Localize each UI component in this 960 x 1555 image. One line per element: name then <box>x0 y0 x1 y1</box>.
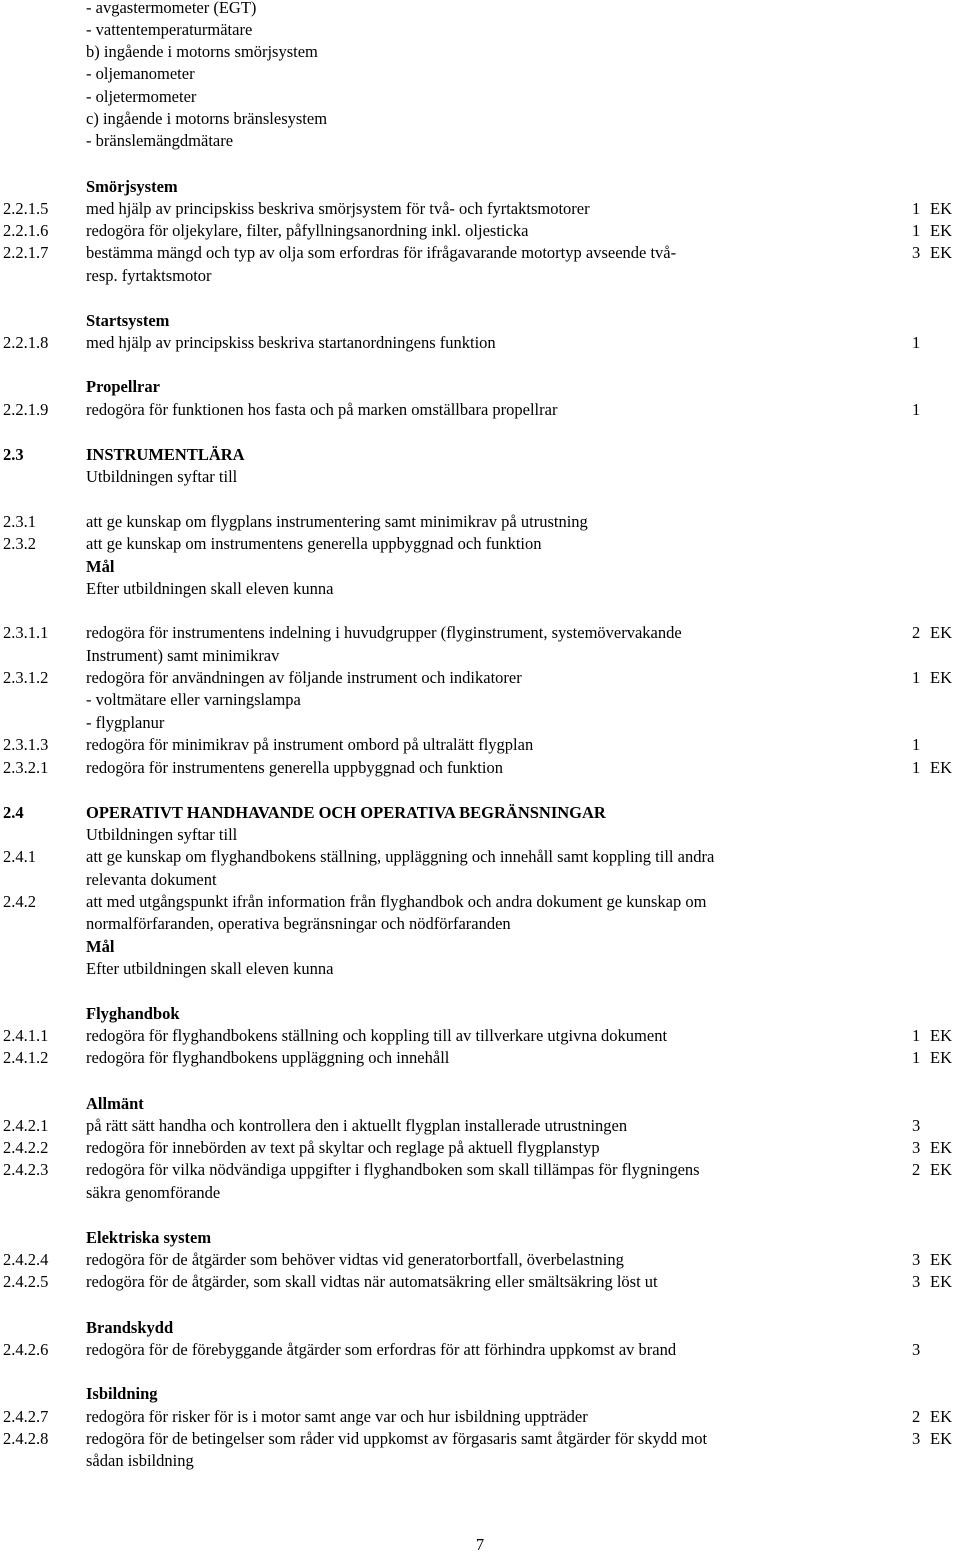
item-number: 2.2.1.7 <box>3 243 49 262</box>
item-number: 2.3.2.1 <box>3 758 49 777</box>
item-number: 2.4.2.1 <box>3 1116 49 1135</box>
item-number: 2.4.2.6 <box>3 1340 49 1359</box>
level-value: 3 <box>912 243 921 262</box>
document-line <box>0 19 960 41</box>
document-line <box>0 130 960 152</box>
item-number: 2.3.1 <box>3 512 36 531</box>
document-line <box>0 824 960 846</box>
item-text: Flyghandbok <box>86 1004 180 1023</box>
document-line <box>0 511 960 533</box>
item-number: 2.4.1.2 <box>3 1048 49 1067</box>
document-line <box>0 1406 960 1428</box>
item-number: 2.2.1.8 <box>3 333 49 352</box>
document-line <box>0 757 960 779</box>
section-heading-row <box>0 310 960 332</box>
document-line <box>0 41 960 63</box>
ek-marker: EK <box>930 1407 952 1426</box>
document-line <box>0 242 960 264</box>
document-line <box>0 1249 960 1271</box>
document-line <box>0 958 960 980</box>
item-text: c) ingående i motorns bränslesystem <box>86 109 328 128</box>
level-value: 1 <box>912 668 921 687</box>
item-text: redogöra för innebörden av text på skyltar och reglage på aktuell flygplanstyp <box>86 1138 600 1157</box>
level-value: 2 <box>912 1160 921 1179</box>
document-line <box>0 622 960 644</box>
item-text: OPERATIVT HANDHAVANDE OCH OPERATIVA BEGRÄNSNINGAR <box>86 803 606 822</box>
item-number: 2.4 <box>3 803 24 822</box>
ek-marker: EK <box>930 243 952 262</box>
section-heading-row <box>0 444 960 466</box>
document-line <box>0 689 960 711</box>
item-number: 2.4.2 <box>3 892 36 911</box>
item-text: att med utgångspunkt ifrån information från flyghandbok och andra dokument ge kunskap om <box>86 892 707 911</box>
ek-marker: EK <box>930 758 952 777</box>
level-value: 3 <box>912 1250 921 1269</box>
level-value: 1 <box>912 1026 921 1045</box>
document-line <box>0 1137 960 1159</box>
document-line <box>0 578 960 600</box>
item-text: Brandskydd <box>86 1318 174 1337</box>
item-text: redogöra för instrumentens generella uppbyggnad och funktion <box>86 758 503 777</box>
item-text: redogöra för risker för is i motor samt ange var och hur isbildning uppträder <box>86 1407 588 1426</box>
document-line <box>0 891 960 913</box>
item-text: - vattentemperaturmätare <box>86 20 253 39</box>
item-number: 2.2.1.6 <box>3 221 49 240</box>
item-text: redogöra för de åtgärder, som skall vidtas när automatsäkring eller smältsäkring löst ut <box>86 1272 658 1291</box>
item-number: 2.3.1.3 <box>3 735 49 754</box>
ek-marker: EK <box>930 668 952 687</box>
item-number: 2.3.1.2 <box>3 668 49 687</box>
ek-marker: EK <box>930 1429 952 1448</box>
ek-marker: EK <box>930 221 952 240</box>
item-text: INSTRUMENTLÄRA <box>86 445 245 464</box>
section-heading-row <box>0 176 960 198</box>
level-value: 1 <box>912 1048 921 1067</box>
level-value: 1 <box>912 735 921 754</box>
document-line <box>0 63 960 85</box>
item-text: Smörjsystem <box>86 177 178 196</box>
item-text: redogöra för de åtgärder som behöver vidtas vid generatorbortfall, överbelastning <box>86 1250 624 1269</box>
item-text: med hjälp av principskiss beskriva smörjsystem för två- och fyrtaktsmotorer <box>86 199 590 218</box>
document-line <box>0 1339 960 1361</box>
item-number: 2.3 <box>3 445 24 464</box>
level-value: 1 <box>912 400 921 419</box>
item-text: Allmänt <box>86 1094 144 1113</box>
item-text: redogöra för flyghandbokens ställning och koppling till av tillverkare utgivna dokument <box>86 1026 668 1045</box>
document-line <box>0 0 960 19</box>
document-line <box>0 198 960 220</box>
item-text: Efter utbildningen skall eleven kunna <box>86 579 334 598</box>
item-text: - bränslemängdmätare <box>86 131 234 150</box>
item-text: redogöra för oljekylare, filter, påfyllningsanordning inkl. oljesticka <box>86 221 529 240</box>
document-line <box>0 332 960 354</box>
document-line <box>0 533 960 555</box>
ek-marker: EK <box>930 1272 952 1291</box>
item-number: 2.4.2.3 <box>3 1160 49 1179</box>
item-number: 2.4.2.2 <box>3 1138 49 1157</box>
item-text: redogöra för instrumentens indelning i huvudgrupper (flyginstrument, systemövervakande <box>86 623 682 642</box>
item-text: Instrument) samt minimikrav <box>86 646 280 665</box>
document-line <box>0 712 960 734</box>
item-number: 2.3.1.1 <box>3 623 49 642</box>
document-line <box>0 667 960 689</box>
document-line <box>0 220 960 242</box>
item-text: säkra genomförande <box>86 1183 221 1202</box>
ek-marker: EK <box>930 1160 952 1179</box>
item-text: - oljetermometer <box>86 87 197 106</box>
section-heading-row <box>0 376 960 398</box>
item-text: redogöra för flyghandbokens uppläggning och innehåll <box>86 1048 450 1067</box>
ek-marker: EK <box>930 1048 952 1067</box>
document-line <box>0 399 960 421</box>
item-text: Utbildningen syftar till <box>86 467 238 486</box>
item-text: sådan isbildning <box>86 1451 194 1470</box>
page-number: 7 <box>475 1535 485 1554</box>
section-heading-row <box>0 1227 960 1249</box>
level-value: 2 <box>912 1407 921 1426</box>
item-number: 2.4.2.4 <box>3 1250 49 1269</box>
level-value: 3 <box>912 1116 921 1135</box>
item-text: relevanta dokument <box>86 870 217 889</box>
item-text: Isbildning <box>86 1384 158 1403</box>
item-number: 2.2.1.9 <box>3 400 49 419</box>
document-line <box>0 1428 960 1450</box>
item-number: 2.4.1 <box>3 847 36 866</box>
item-text: - avgastermometer (EGT) <box>86 0 257 17</box>
item-text: redogöra för de förebyggande åtgärder som erfordras för att förhindra uppkomst av brand <box>86 1340 677 1359</box>
item-text: normalförfaranden, operativa begränsningar och nödförfaranden <box>86 914 511 933</box>
level-value: 1 <box>912 199 921 218</box>
document-line <box>0 913 960 935</box>
item-number: 2.4.2.5 <box>3 1272 49 1291</box>
level-value: 2 <box>912 623 921 642</box>
item-number: 2.4.2.8 <box>3 1429 49 1448</box>
item-text: - voltmätare eller varningslampa <box>86 690 301 709</box>
item-text: att ge kunskap om flygplans instrumentering samt minimikrav på utrustning <box>86 512 588 531</box>
section-heading-row <box>0 1093 960 1115</box>
item-number: 2.4.2.7 <box>3 1407 49 1426</box>
document-line <box>0 265 960 287</box>
item-text: - oljemanometer <box>86 64 195 83</box>
level-value: 1 <box>912 221 921 240</box>
document-line <box>0 869 960 891</box>
section-heading-row <box>0 556 960 578</box>
level-value: 1 <box>912 758 921 777</box>
document-line <box>0 1159 960 1181</box>
level-value: 3 <box>912 1429 921 1448</box>
section-heading-row <box>0 936 960 958</box>
ek-marker: EK <box>930 623 952 642</box>
level-value: 3 <box>912 1138 921 1157</box>
document-line <box>0 1025 960 1047</box>
item-text: redogöra för vilka nödvändiga uppgifter i flyghandboken som skall tillämpas för flygningens <box>86 1160 700 1179</box>
level-value: 1 <box>912 333 921 352</box>
section-heading-row <box>0 1317 960 1339</box>
item-text: bestämma mängd och typ av olja som erfordras för ifrågavarande motortyp avseende två- <box>86 243 677 262</box>
ek-marker: EK <box>930 1250 952 1269</box>
ek-marker: EK <box>930 1026 952 1045</box>
level-value: 3 <box>912 1340 921 1359</box>
document-line <box>0 734 960 756</box>
item-number: 2.4.1.1 <box>3 1026 49 1045</box>
document-line <box>0 108 960 130</box>
section-heading-row <box>0 802 960 824</box>
item-text: redogöra för de betingelser som råder vid uppkomst av förgasaris samt åtgärder för skydd mot <box>86 1429 708 1448</box>
item-text: på rätt sätt handha och kontrollera den i aktuellt flygplan installerade utrustningen <box>86 1116 628 1135</box>
item-text: - flygplanur <box>86 713 165 732</box>
document-line <box>0 846 960 868</box>
level-value: 3 <box>912 1272 921 1291</box>
document-line <box>0 86 960 108</box>
ek-marker: EK <box>930 199 952 218</box>
item-text: med hjälp av principskiss beskriva startanordningens funktion <box>86 333 496 352</box>
item-text: Efter utbildningen skall eleven kunna <box>86 959 334 978</box>
item-text: Propellrar <box>86 377 160 396</box>
document-line <box>0 1450 960 1472</box>
document-line <box>0 466 960 488</box>
item-text: att ge kunskap om instrumentens generella uppbyggnad och funktion <box>86 534 542 553</box>
item-number: 2.2.1.5 <box>3 199 49 218</box>
document-line <box>0 1115 960 1137</box>
item-text: resp. fyrtaktsmotor <box>86 266 212 285</box>
item-text: redogöra för minimikrav på instrument ombord på ultralätt flygplan <box>86 735 534 754</box>
item-text: redogöra för användningen av följande instrument och indikatorer <box>86 668 522 687</box>
item-text: redogöra för funktionen hos fasta och på marken omställbara propellrar <box>86 400 558 419</box>
document-line <box>0 1271 960 1293</box>
item-text: b) ingående i motorns smörjsystem <box>86 42 318 61</box>
section-heading-row <box>0 1003 960 1025</box>
item-text: Mål <box>86 937 115 956</box>
item-text: att ge kunskap om flyghandbokens ställning, uppläggning och innehåll samt koppling till andra <box>86 847 715 866</box>
ek-marker: EK <box>930 1138 952 1157</box>
item-text: Mål <box>86 557 115 576</box>
item-text: Elektriska system <box>86 1228 212 1247</box>
document-line <box>0 645 960 667</box>
document-line <box>0 1182 960 1204</box>
item-number: 2.3.2 <box>3 534 36 553</box>
document-line <box>0 1047 960 1069</box>
section-heading-row <box>0 1383 960 1405</box>
item-text: Startsystem <box>86 311 170 330</box>
item-text: Utbildningen syftar till <box>86 825 238 844</box>
